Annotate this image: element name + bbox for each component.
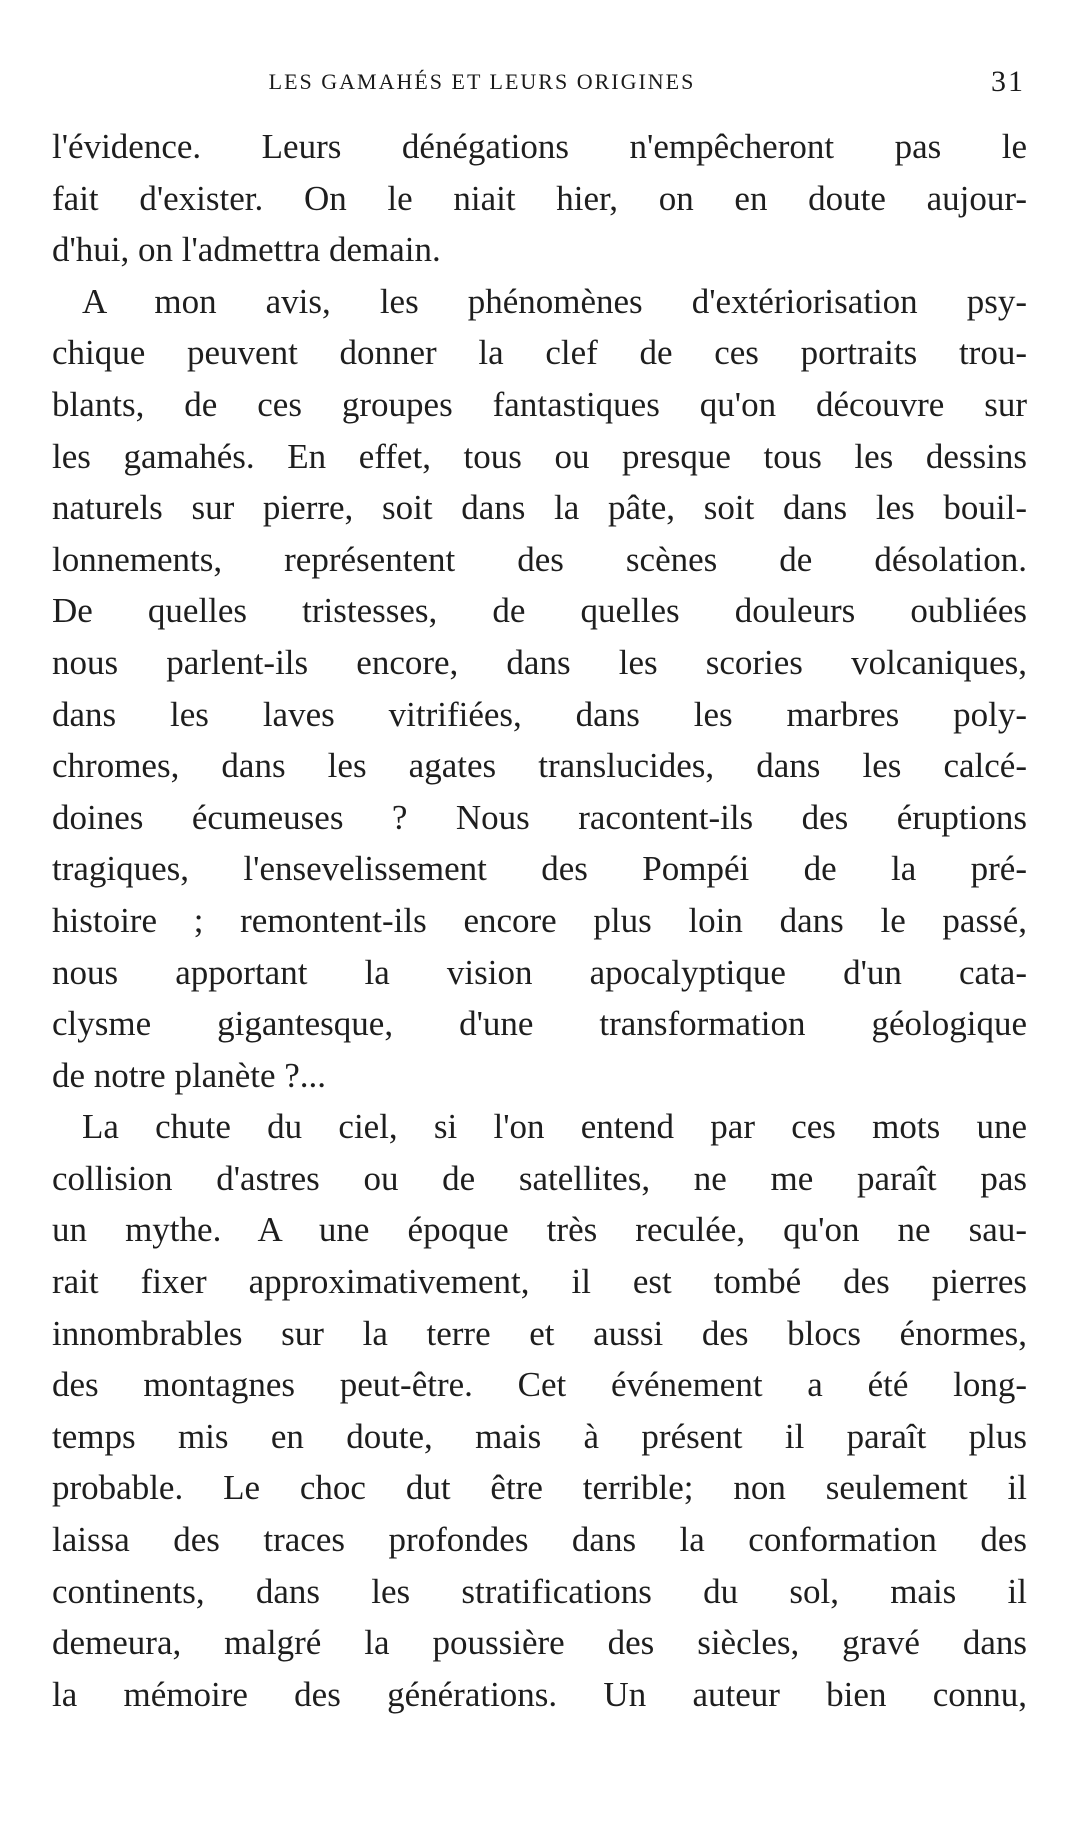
text-line: doines écumeuses ? Nous racontent-ils des éruptions [52,797,1027,837]
text-line: temps mis en doute, mais à présent il paraît plus [52,1416,1027,1456]
body-text [52,121,1027,1720]
text-line: l'évidence. Leurs dénégations n'empêcheront pas le [52,127,1027,166]
paragraph [52,276,1027,1102]
text-line: La chute du ciel, si l'on entend par ces mots une [82,1107,1027,1147]
running-head-title: LES GAMAHÉS ET LEURS ORIGINES [268,69,696,94]
text-line: des montagnes peut-être. Cet événement a été long- [52,1365,1027,1405]
text-line: de notre planète ?... [52,1055,327,1095]
text-line: d'hui, on l'admettra demain. [52,230,441,270]
text-line: innombrables sur la terre et aussi des blocs énormes, [52,1313,1027,1353]
text-line: naturels sur pierre, soit dans la pâte, soit dans les bouil- [52,488,1027,528]
text-line: laissa des traces profondes dans la conformation des [52,1520,1027,1560]
paragraph [52,1101,1027,1720]
text-line: histoire ; remontent-ils encore plus loin dans le passé, [52,900,1027,940]
text-line: un mythe. A une époque très reculée, qu'on ne sau- [52,1210,1027,1250]
text-line: blants, de ces groupes fantastiques qu'on découvre sur [52,384,1027,424]
text-line: fait d'exister. On le niait hier, on en doute aujour- [52,178,1027,218]
text-line: la mémoire des générations. Un auteur bien connu, [52,1674,1027,1714]
text-line: nous apportant la vision apocalyptique d'un cata- [52,952,1027,992]
text-line: De quelles tristesses, de quelles douleurs oubliées [52,591,1027,631]
text-line: A mon avis, les phénomènes d'extériorisation psy- [82,281,1027,321]
text-line: nous parlent-ils encore, dans les scories volcaniques, [52,642,1027,682]
text-line: dans les laves vitrifiées, dans les marbres poly- [52,694,1027,734]
text-line: lonnements, représentent des scènes de désolation. [52,539,1027,579]
text-line: continents, dans les stratifications du sol, mais il [52,1571,1027,1611]
text-line: clysme gigantesque, d'une transformation géologique [52,1004,1027,1044]
running-head [52,60,1027,104]
text-line: probable. Le choc dut être terrible; non seulement il [52,1468,1027,1508]
paragraph [52,121,1027,276]
page-number: 31 [991,65,1025,98]
text-line: chromes, dans les agates translucides, dans les calcé- [52,746,1027,786]
text-line: collision d'astres ou de satellites, ne me paraît pas [52,1158,1027,1198]
text-line: les gamahés. En effet, tous ou presque tous les dessins [52,436,1027,476]
text-line: rait fixer approximativement, il est tombé des pierres [52,1262,1027,1302]
text-line: demeura, malgré la poussière des siècles, gravé dans [52,1623,1027,1663]
text-line: tragiques, l'ensevelissement des Pompéi de la pré- [52,849,1027,889]
text-line: chique peuvent donner la clef de ces portraits trou- [52,333,1027,373]
